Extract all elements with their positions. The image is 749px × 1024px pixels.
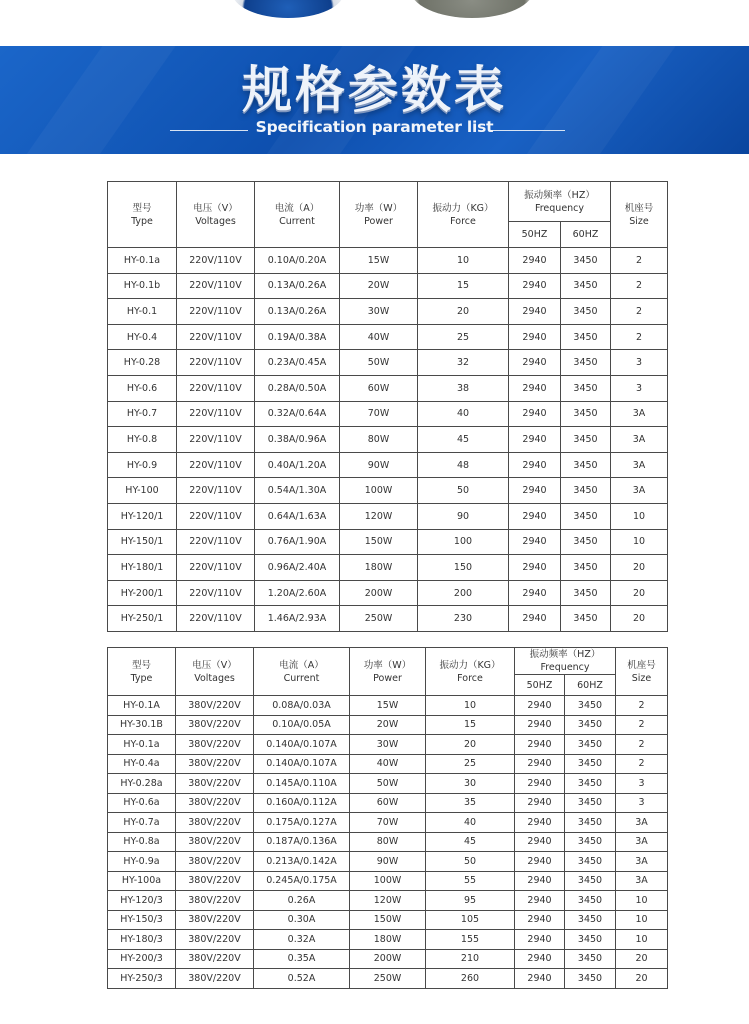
freq-50hz-cell: 2940 [515, 832, 565, 852]
current-cell: 0.28A/0.50A [255, 375, 340, 401]
force-cell: 40 [418, 401, 509, 427]
freq-50hz-cell: 2940 [515, 735, 565, 755]
size-cell: 10 [616, 891, 668, 911]
force-cell: 20 [426, 735, 515, 755]
spec-table-220v-body [108, 248, 668, 632]
type-cell: HY-120/3 [108, 891, 176, 911]
force-cell: 32 [418, 350, 509, 376]
freq-60hz-cell: 3450 [565, 715, 616, 735]
table-row [108, 503, 668, 529]
voltage-cell: 220V/110V [177, 529, 255, 555]
size-cell: 2 [611, 273, 668, 299]
size-cell: 3A [616, 871, 668, 891]
force-cell: 30 [426, 774, 515, 794]
power-cell: 150W [340, 529, 418, 555]
type-cell: HY-0.8a [108, 832, 176, 852]
table-row [108, 350, 668, 376]
header-force: 振动力（KG） Force [418, 182, 509, 248]
force-cell: 40 [426, 813, 515, 833]
power-cell: 20W [340, 273, 418, 299]
force-cell: 25 [426, 754, 515, 774]
type-cell: HY-150/3 [108, 910, 176, 930]
header-force: 振动力（KG） Force [426, 648, 515, 696]
current-cell: 0.13A/0.26A [255, 273, 340, 299]
power-cell: 180W [350, 930, 426, 950]
power-cell: 40W [340, 324, 418, 350]
freq-50hz-cell: 2940 [515, 793, 565, 813]
current-cell: 0.245A/0.175A [254, 871, 350, 891]
size-cell: 20 [611, 555, 668, 581]
freq-60hz-cell: 3450 [561, 401, 611, 427]
page-subtitle: Specification parameter list [255, 118, 494, 136]
freq-50hz-cell: 2940 [515, 910, 565, 930]
type-cell: HY-180/1 [108, 555, 177, 581]
type-cell: HY-0.1a [108, 735, 176, 755]
header-type: 型号 Type [108, 648, 176, 696]
current-cell: 0.140A/0.107A [254, 735, 350, 755]
current-cell: 0.19A/0.38A [255, 324, 340, 350]
header-current: 电流（A） Current [254, 648, 350, 696]
table-row [108, 375, 668, 401]
freq-60hz-cell: 3450 [561, 350, 611, 376]
power-cell: 40W [350, 754, 426, 774]
power-cell: 90W [340, 452, 418, 478]
freq-50hz-cell: 2940 [509, 478, 561, 504]
type-cell: HY-0.1 [108, 299, 177, 325]
freq-50hz-cell: 2940 [515, 930, 565, 950]
size-cell: 2 [611, 299, 668, 325]
type-cell: HY-0.6 [108, 375, 177, 401]
current-cell: 0.96A/2.40A [255, 555, 340, 581]
voltage-cell: 220V/110V [177, 299, 255, 325]
header-voltage: 电压（V） Voltages [176, 648, 254, 696]
type-cell: HY-0.7a [108, 813, 176, 833]
power-cell: 180W [340, 555, 418, 581]
voltage-cell: 380V/220V [176, 969, 254, 989]
freq-50hz-cell: 2940 [515, 754, 565, 774]
size-cell: 20 [611, 580, 668, 606]
power-cell: 80W [340, 427, 418, 453]
header-freq-50hz: 50HZ [509, 222, 561, 248]
type-cell: HY-120/1 [108, 503, 177, 529]
size-cell: 20 [611, 606, 668, 632]
voltage-cell: 220V/110V [177, 273, 255, 299]
type-cell: HY-200/3 [108, 949, 176, 969]
voltage-cell: 380V/220V [176, 774, 254, 794]
freq-50hz-cell: 2940 [509, 248, 561, 274]
type-cell: HY-30.1B [108, 715, 176, 735]
power-cell: 150W [350, 910, 426, 930]
table-row [108, 478, 668, 504]
current-cell: 0.213A/0.142A [254, 852, 350, 872]
freq-50hz-cell: 2940 [509, 452, 561, 478]
freq-60hz-cell: 3450 [561, 299, 611, 325]
power-cell: 15W [350, 696, 426, 716]
current-cell: 0.38A/0.96A [255, 427, 340, 453]
voltage-cell: 220V/110V [177, 324, 255, 350]
size-cell: 20 [616, 949, 668, 969]
voltage-cell: 380V/220V [176, 696, 254, 716]
freq-60hz-cell: 3450 [565, 930, 616, 950]
size-cell: 3 [616, 774, 668, 794]
current-cell: 1.20A/2.60A [255, 580, 340, 606]
voltage-cell: 220V/110V [177, 452, 255, 478]
voltage-cell: 220V/110V [177, 580, 255, 606]
freq-50hz-cell: 2940 [515, 813, 565, 833]
freq-60hz-cell: 3450 [565, 696, 616, 716]
force-cell: 50 [426, 852, 515, 872]
voltage-cell: 220V/110V [177, 606, 255, 632]
table-row [108, 529, 668, 555]
current-cell: 0.32A/0.64A [255, 401, 340, 427]
force-cell: 105 [426, 910, 515, 930]
header-power: 功率（W） Power [350, 648, 426, 696]
force-cell: 55 [426, 871, 515, 891]
product-images-strip [0, 0, 749, 46]
voltage-cell: 380V/220V [176, 754, 254, 774]
type-cell: HY-0.4a [108, 754, 176, 774]
force-cell: 45 [418, 427, 509, 453]
power-cell: 200W [350, 949, 426, 969]
table-row [108, 832, 668, 852]
freq-50hz-cell: 2940 [515, 969, 565, 989]
current-cell: 0.175A/0.127A [254, 813, 350, 833]
force-cell: 90 [418, 503, 509, 529]
header-voltage: 电压（V） Voltages [177, 182, 255, 248]
power-cell: 200W [340, 580, 418, 606]
spec-table-220v [107, 181, 668, 632]
voltage-cell: 380V/220V [176, 715, 254, 735]
power-cell: 90W [350, 852, 426, 872]
voltage-cell: 380V/220V [176, 910, 254, 930]
header-freq-60hz: 60HZ [561, 222, 611, 248]
force-cell: 48 [418, 452, 509, 478]
voltage-cell: 220V/110V [177, 248, 255, 274]
force-cell: 10 [418, 248, 509, 274]
freq-60hz-cell: 3450 [561, 375, 611, 401]
force-cell: 210 [426, 949, 515, 969]
table-row [108, 606, 668, 632]
type-cell: HY-0.1a [108, 248, 177, 274]
current-cell: 0.160A/0.112A [254, 793, 350, 813]
force-cell: 150 [418, 555, 509, 581]
header-freq-60hz: 60HZ [565, 675, 616, 696]
force-cell: 15 [418, 273, 509, 299]
power-cell: 120W [340, 503, 418, 529]
table-row [108, 871, 668, 891]
power-cell: 50W [350, 774, 426, 794]
size-cell: 2 [616, 715, 668, 735]
size-cell: 20 [616, 969, 668, 989]
table-row [108, 793, 668, 813]
table-row [108, 248, 668, 274]
freq-50hz-cell: 2940 [509, 350, 561, 376]
table-row [108, 555, 668, 581]
type-cell: HY-0.7 [108, 401, 177, 427]
product-photo-gray-motor [410, 0, 534, 18]
size-cell: 10 [616, 910, 668, 930]
freq-50hz-cell: 2940 [515, 852, 565, 872]
power-cell: 70W [340, 401, 418, 427]
type-cell: HY-0.28a [108, 774, 176, 794]
freq-50hz-cell: 2940 [509, 299, 561, 325]
power-cell: 80W [350, 832, 426, 852]
power-cell: 15W [340, 248, 418, 274]
freq-60hz-cell: 3450 [565, 754, 616, 774]
size-cell: 10 [611, 529, 668, 555]
header-type: 型号 Type [108, 182, 177, 248]
current-cell: 0.140A/0.107A [254, 754, 350, 774]
header-size: 机座号 Size [616, 648, 668, 696]
freq-60hz-cell: 3450 [561, 248, 611, 274]
freq-60hz-cell: 3450 [565, 793, 616, 813]
table-row [108, 813, 668, 833]
power-cell: 120W [350, 891, 426, 911]
size-cell: 3A [616, 832, 668, 852]
power-cell: 100W [340, 478, 418, 504]
voltage-cell: 380V/220V [176, 735, 254, 755]
table-row [108, 949, 668, 969]
freq-50hz-cell: 2940 [509, 529, 561, 555]
freq-60hz-cell: 3450 [565, 910, 616, 930]
power-cell: 250W [340, 606, 418, 632]
current-cell: 0.35A [254, 949, 350, 969]
power-cell: 30W [340, 299, 418, 325]
table-row [108, 852, 668, 872]
voltage-cell: 380V/220V [176, 852, 254, 872]
size-cell: 3A [616, 813, 668, 833]
type-cell: HY-0.1b [108, 273, 177, 299]
freq-50hz-cell: 2940 [509, 273, 561, 299]
table-row [108, 715, 668, 735]
freq-50hz-cell: 2940 [509, 324, 561, 350]
size-cell: 3 [611, 350, 668, 376]
freq-60hz-cell: 3450 [565, 774, 616, 794]
table-row [108, 401, 668, 427]
current-cell: 0.64A/1.63A [255, 503, 340, 529]
size-cell: 3 [611, 375, 668, 401]
force-cell: 155 [426, 930, 515, 950]
voltage-cell: 380V/220V [176, 930, 254, 950]
table-row [108, 774, 668, 794]
table-row [108, 299, 668, 325]
type-cell: HY-250/1 [108, 606, 177, 632]
force-cell: 20 [418, 299, 509, 325]
freq-60hz-cell: 3450 [561, 273, 611, 299]
current-cell: 0.32A [254, 930, 350, 950]
force-cell: 50 [418, 478, 509, 504]
freq-50hz-cell: 2940 [515, 891, 565, 911]
power-cell: 100W [350, 871, 426, 891]
power-cell: 60W [340, 375, 418, 401]
force-cell: 45 [426, 832, 515, 852]
type-cell: HY-0.8 [108, 427, 177, 453]
freq-60hz-cell: 3450 [561, 555, 611, 581]
table-row [108, 754, 668, 774]
force-cell: 15 [426, 715, 515, 735]
freq-60hz-cell: 3450 [561, 606, 611, 632]
current-cell: 0.26A [254, 891, 350, 911]
freq-50hz-cell: 2940 [515, 774, 565, 794]
voltage-cell: 220V/110V [177, 375, 255, 401]
freq-50hz-cell: 2940 [515, 871, 565, 891]
freq-60hz-cell: 3450 [565, 949, 616, 969]
power-cell: 30W [350, 735, 426, 755]
voltage-cell: 380V/220V [176, 813, 254, 833]
current-cell: 0.40A/1.20A [255, 452, 340, 478]
current-cell: 0.54A/1.30A [255, 478, 340, 504]
force-cell: 200 [418, 580, 509, 606]
force-cell: 38 [418, 375, 509, 401]
freq-60hz-cell: 3450 [561, 580, 611, 606]
power-cell: 20W [350, 715, 426, 735]
freq-60hz-cell: 3450 [565, 852, 616, 872]
type-cell: HY-0.1A [108, 696, 176, 716]
freq-50hz-cell: 2940 [509, 606, 561, 632]
force-cell: 100 [418, 529, 509, 555]
voltage-cell: 220V/110V [177, 427, 255, 453]
table-row [108, 696, 668, 716]
spec-table-380v-body [108, 696, 668, 989]
freq-50hz-cell: 2940 [509, 580, 561, 606]
table-row [108, 452, 668, 478]
header-size: 机座号 Size [611, 182, 668, 248]
type-cell: HY-0.28 [108, 350, 177, 376]
table-row [108, 273, 668, 299]
size-cell: 3A [611, 427, 668, 453]
voltage-cell: 220V/110V [177, 478, 255, 504]
page-title: 规格参数表 [242, 61, 507, 119]
voltage-cell: 220V/110V [177, 503, 255, 529]
freq-50hz-cell: 2940 [509, 401, 561, 427]
type-cell: HY-100 [108, 478, 177, 504]
header-freq-50hz: 50HZ [515, 675, 565, 696]
header-current: 电流（A） Current [255, 182, 340, 248]
type-cell: HY-250/3 [108, 969, 176, 989]
freq-60hz-cell: 3450 [561, 478, 611, 504]
voltage-cell: 220V/110V [177, 401, 255, 427]
product-photo-blue-motor [232, 0, 344, 18]
freq-60hz-cell: 3450 [565, 832, 616, 852]
type-cell: HY-0.4 [108, 324, 177, 350]
freq-50hz-cell: 2940 [515, 949, 565, 969]
force-cell: 10 [426, 696, 515, 716]
power-cell: 50W [340, 350, 418, 376]
table-row [108, 969, 668, 989]
size-cell: 3A [611, 401, 668, 427]
freq-60hz-cell: 3450 [565, 735, 616, 755]
table-row [108, 891, 668, 911]
header-frequency: 振动频率（HZ） Frequency [509, 182, 611, 222]
type-cell: HY-0.9a [108, 852, 176, 872]
size-cell: 10 [611, 503, 668, 529]
type-cell: HY-100a [108, 871, 176, 891]
type-cell: HY-150/1 [108, 529, 177, 555]
voltage-cell: 380V/220V [176, 949, 254, 969]
title-banner [0, 46, 749, 154]
current-cell: 0.10A/0.20A [255, 248, 340, 274]
voltage-cell: 220V/110V [177, 350, 255, 376]
size-cell: 3A [616, 852, 668, 872]
voltage-cell: 380V/220V [176, 871, 254, 891]
table-row [108, 580, 668, 606]
table-row [108, 324, 668, 350]
size-cell: 2 [616, 735, 668, 755]
current-cell: 0.145A/0.110A [254, 774, 350, 794]
power-cell: 60W [350, 793, 426, 813]
current-cell: 0.187A/0.136A [254, 832, 350, 852]
freq-50hz-cell: 2940 [509, 555, 561, 581]
freq-60hz-cell: 3450 [565, 813, 616, 833]
size-cell: 2 [611, 324, 668, 350]
size-cell: 2 [616, 696, 668, 716]
freq-50hz-cell: 2940 [515, 715, 565, 735]
force-cell: 230 [418, 606, 509, 632]
table-row [108, 735, 668, 755]
force-cell: 95 [426, 891, 515, 911]
freq-50hz-cell: 2940 [515, 696, 565, 716]
freq-60hz-cell: 3450 [561, 503, 611, 529]
size-cell: 2 [611, 248, 668, 274]
freq-60hz-cell: 3450 [561, 427, 611, 453]
freq-60hz-cell: 3450 [561, 324, 611, 350]
voltage-cell: 220V/110V [177, 555, 255, 581]
current-cell: 0.13A/0.26A [255, 299, 340, 325]
header-power: 功率（W） Power [340, 182, 418, 248]
size-cell: 10 [616, 930, 668, 950]
freq-60hz-cell: 3450 [565, 969, 616, 989]
type-cell: HY-0.9 [108, 452, 177, 478]
voltage-cell: 380V/220V [176, 891, 254, 911]
header-frequency: 振动频率（HZ） Frequency [515, 648, 616, 675]
force-cell: 25 [418, 324, 509, 350]
freq-60hz-cell: 3450 [561, 452, 611, 478]
voltage-cell: 380V/220V [176, 793, 254, 813]
force-cell: 35 [426, 793, 515, 813]
current-cell: 0.30A [254, 910, 350, 930]
size-cell: 2 [616, 754, 668, 774]
size-cell: 3A [611, 452, 668, 478]
voltage-cell: 380V/220V [176, 832, 254, 852]
table-row [108, 930, 668, 950]
type-cell: HY-200/1 [108, 580, 177, 606]
force-cell: 260 [426, 969, 515, 989]
spec-table-380v [107, 647, 668, 989]
size-cell: 3 [616, 793, 668, 813]
current-cell: 0.23A/0.45A [255, 350, 340, 376]
type-cell: HY-180/3 [108, 930, 176, 950]
freq-60hz-cell: 3450 [565, 891, 616, 911]
current-cell: 0.76A/1.90A [255, 529, 340, 555]
size-cell: 3A [611, 478, 668, 504]
current-cell: 1.46A/2.93A [255, 606, 340, 632]
table-row [108, 910, 668, 930]
current-cell: 0.10A/0.05A [254, 715, 350, 735]
freq-50hz-cell: 2940 [509, 427, 561, 453]
power-cell: 70W [350, 813, 426, 833]
type-cell: HY-0.6a [108, 793, 176, 813]
freq-50hz-cell: 2940 [509, 375, 561, 401]
freq-50hz-cell: 2940 [509, 503, 561, 529]
current-cell: 0.08A/0.03A [254, 696, 350, 716]
freq-60hz-cell: 3450 [561, 529, 611, 555]
freq-60hz-cell: 3450 [565, 871, 616, 891]
current-cell: 0.52A [254, 969, 350, 989]
power-cell: 250W [350, 969, 426, 989]
table-row [108, 427, 668, 453]
